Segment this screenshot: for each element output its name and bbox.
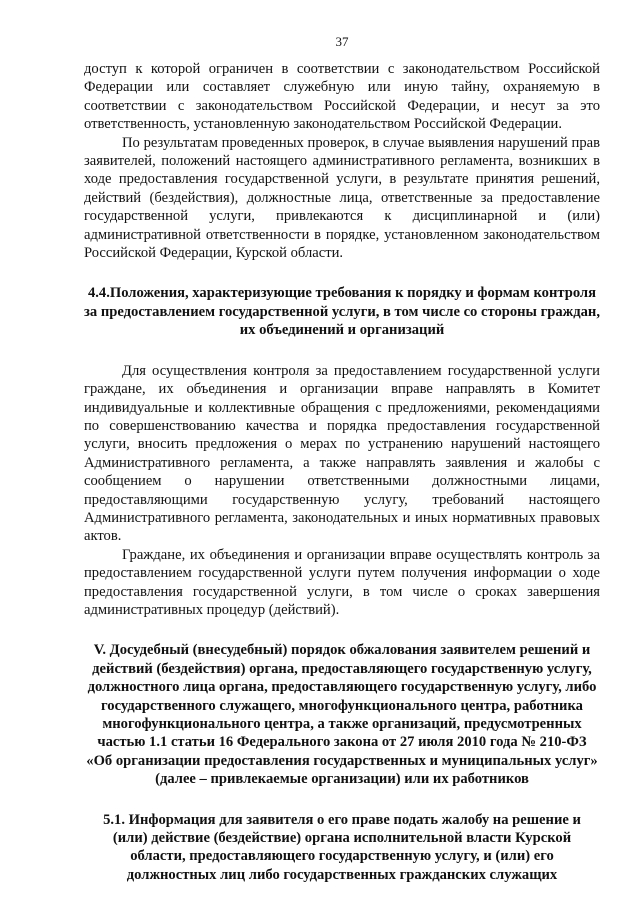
heading-section-v: V. Досудебный (внесудебный) порядок обжалования заявителем решений и действий (бездействия) органа, предоставляющего государственную услугу, должностного лица органа, предоставляющего государственную услугу, либо государственного служащего, многофункционального центра, работника многофункционального центра, а также организаций, предусмотренных частью 1.1 статьи 16 Федерального закона от 27 июля 2010 года № 210-ФЗ «Об организации предоставления государственных и муниципальных услуг» (далее – привлекаемые организации) или их работников <box>86 642 598 788</box>
spacer <box>84 340 600 362</box>
paragraph-access-restriction: доступ к которой ограничен в соответствии с законодательством Российской Федерации или составляет служебную или иную тайну, охраняемую в соответствии с законодательством Российской Федерации, и несут за это ответственность, установленную законодательством Российской Федерации. <box>84 61 600 133</box>
spacer <box>84 619 600 641</box>
spacer <box>84 262 600 284</box>
heading-section-5-1: 5.1. Информация для заявителя о его праве подать жалобу на решение и (или) действие (бездействие) органа исполнительной власти Курской области, предоставляющего государственную услугу, и (или) его должностных лиц либо государственных гражданских служащих <box>103 811 581 883</box>
paragraph-inspection-results: По результатам проведенных проверок, в случае выявления нарушений прав заявителей, положений настоящего административного регламента, возникших в ходе предоставления государственной услуги, в результате принятия решений, действий (бездействия), должностные лица, ответственные за предоставление государственной услуги, привлекаются к дисциплинарной и (или) административной ответственности в порядке, установленном законодательством Российской Федерации, Курской области. <box>84 134 600 262</box>
spacer <box>84 789 600 811</box>
paragraph-information-control: Граждане, их объединения и организации вправе осуществлять контроль за предоставлением государственной услуги путем получения информации о ходе предоставления государственной услуги, в том числе о сроках завершения административных процедур (действий). <box>84 546 600 618</box>
paragraph-control-by-citizens: Для осуществления контроля за предоставлением государственной услуги граждане, их объединения и организации вправе направлять в Комитет индивидуальные и коллективные обращения с предложениями, рекомендациями по совершенствованию качества и порядка предоставления государственной услуги, вносить предложения о мерах по устранению нарушений настоящего Административного регламента, а также направлять заявления и жалобы с сообщением о нарушении ответственными должностными лицами, предоставляющими государственную услугу, требований настоящего Административного регламента, законодательных и иных нормативных правовых актов. <box>84 362 600 545</box>
heading-section-4-4: 4.4.Положения, характеризующие требования к порядку и формам контроля за предоставлением государственной услуги, в том числе со стороны граждан, их объединений и организаций <box>84 285 600 339</box>
page-number: 37 <box>335 34 349 49</box>
